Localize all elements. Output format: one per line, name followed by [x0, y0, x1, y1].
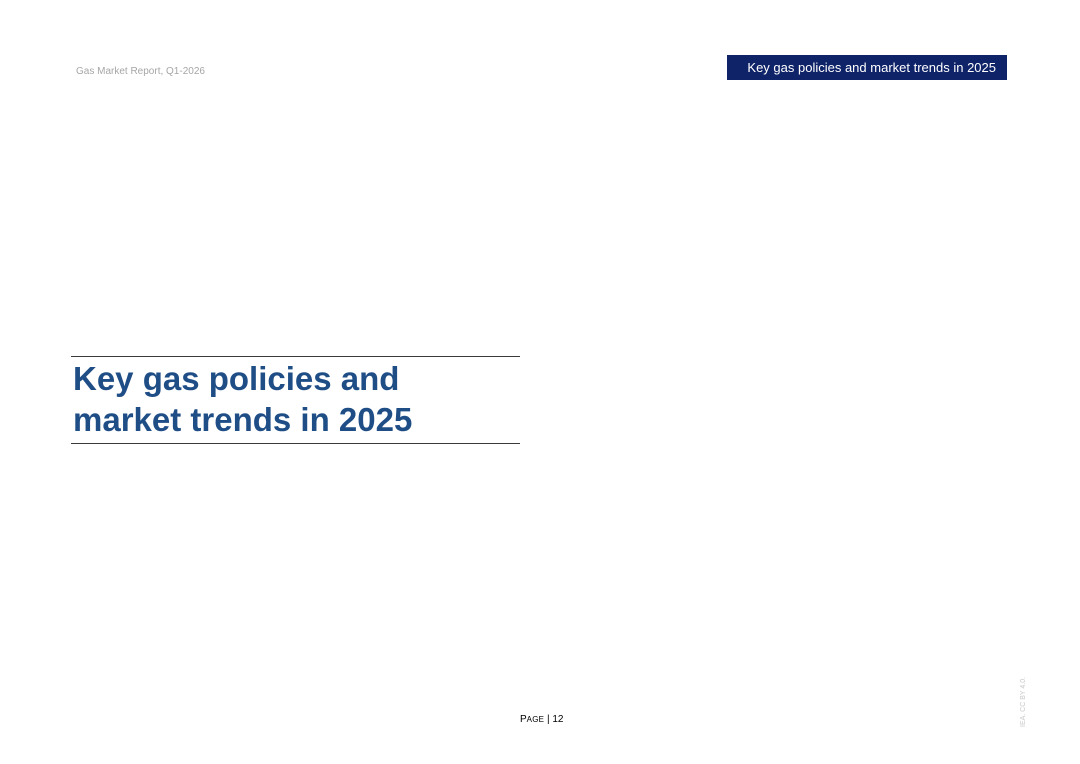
page-number: [520, 714, 563, 725]
heading-top-rule: [71, 356, 520, 357]
page-prefix-rest: AGE: [526, 715, 545, 724]
section-heading: [73, 358, 513, 440]
section-heading-line-1: Key gas policies and: [73, 360, 400, 397]
section-heading-line-2: market trends in 2025: [73, 401, 413, 438]
section-tab: Key gas policies and market trends in 2025: [727, 55, 1007, 80]
page-prefix-first: P: [520, 714, 527, 725]
page-number-value: 12: [552, 714, 564, 725]
license-note: IEA. CC BY 4.0.: [1020, 676, 1027, 727]
page-separator: |: [544, 714, 553, 725]
heading-bottom-rule: [71, 443, 520, 444]
report-title: Gas Market Report, Q1-2026: [76, 66, 205, 77]
